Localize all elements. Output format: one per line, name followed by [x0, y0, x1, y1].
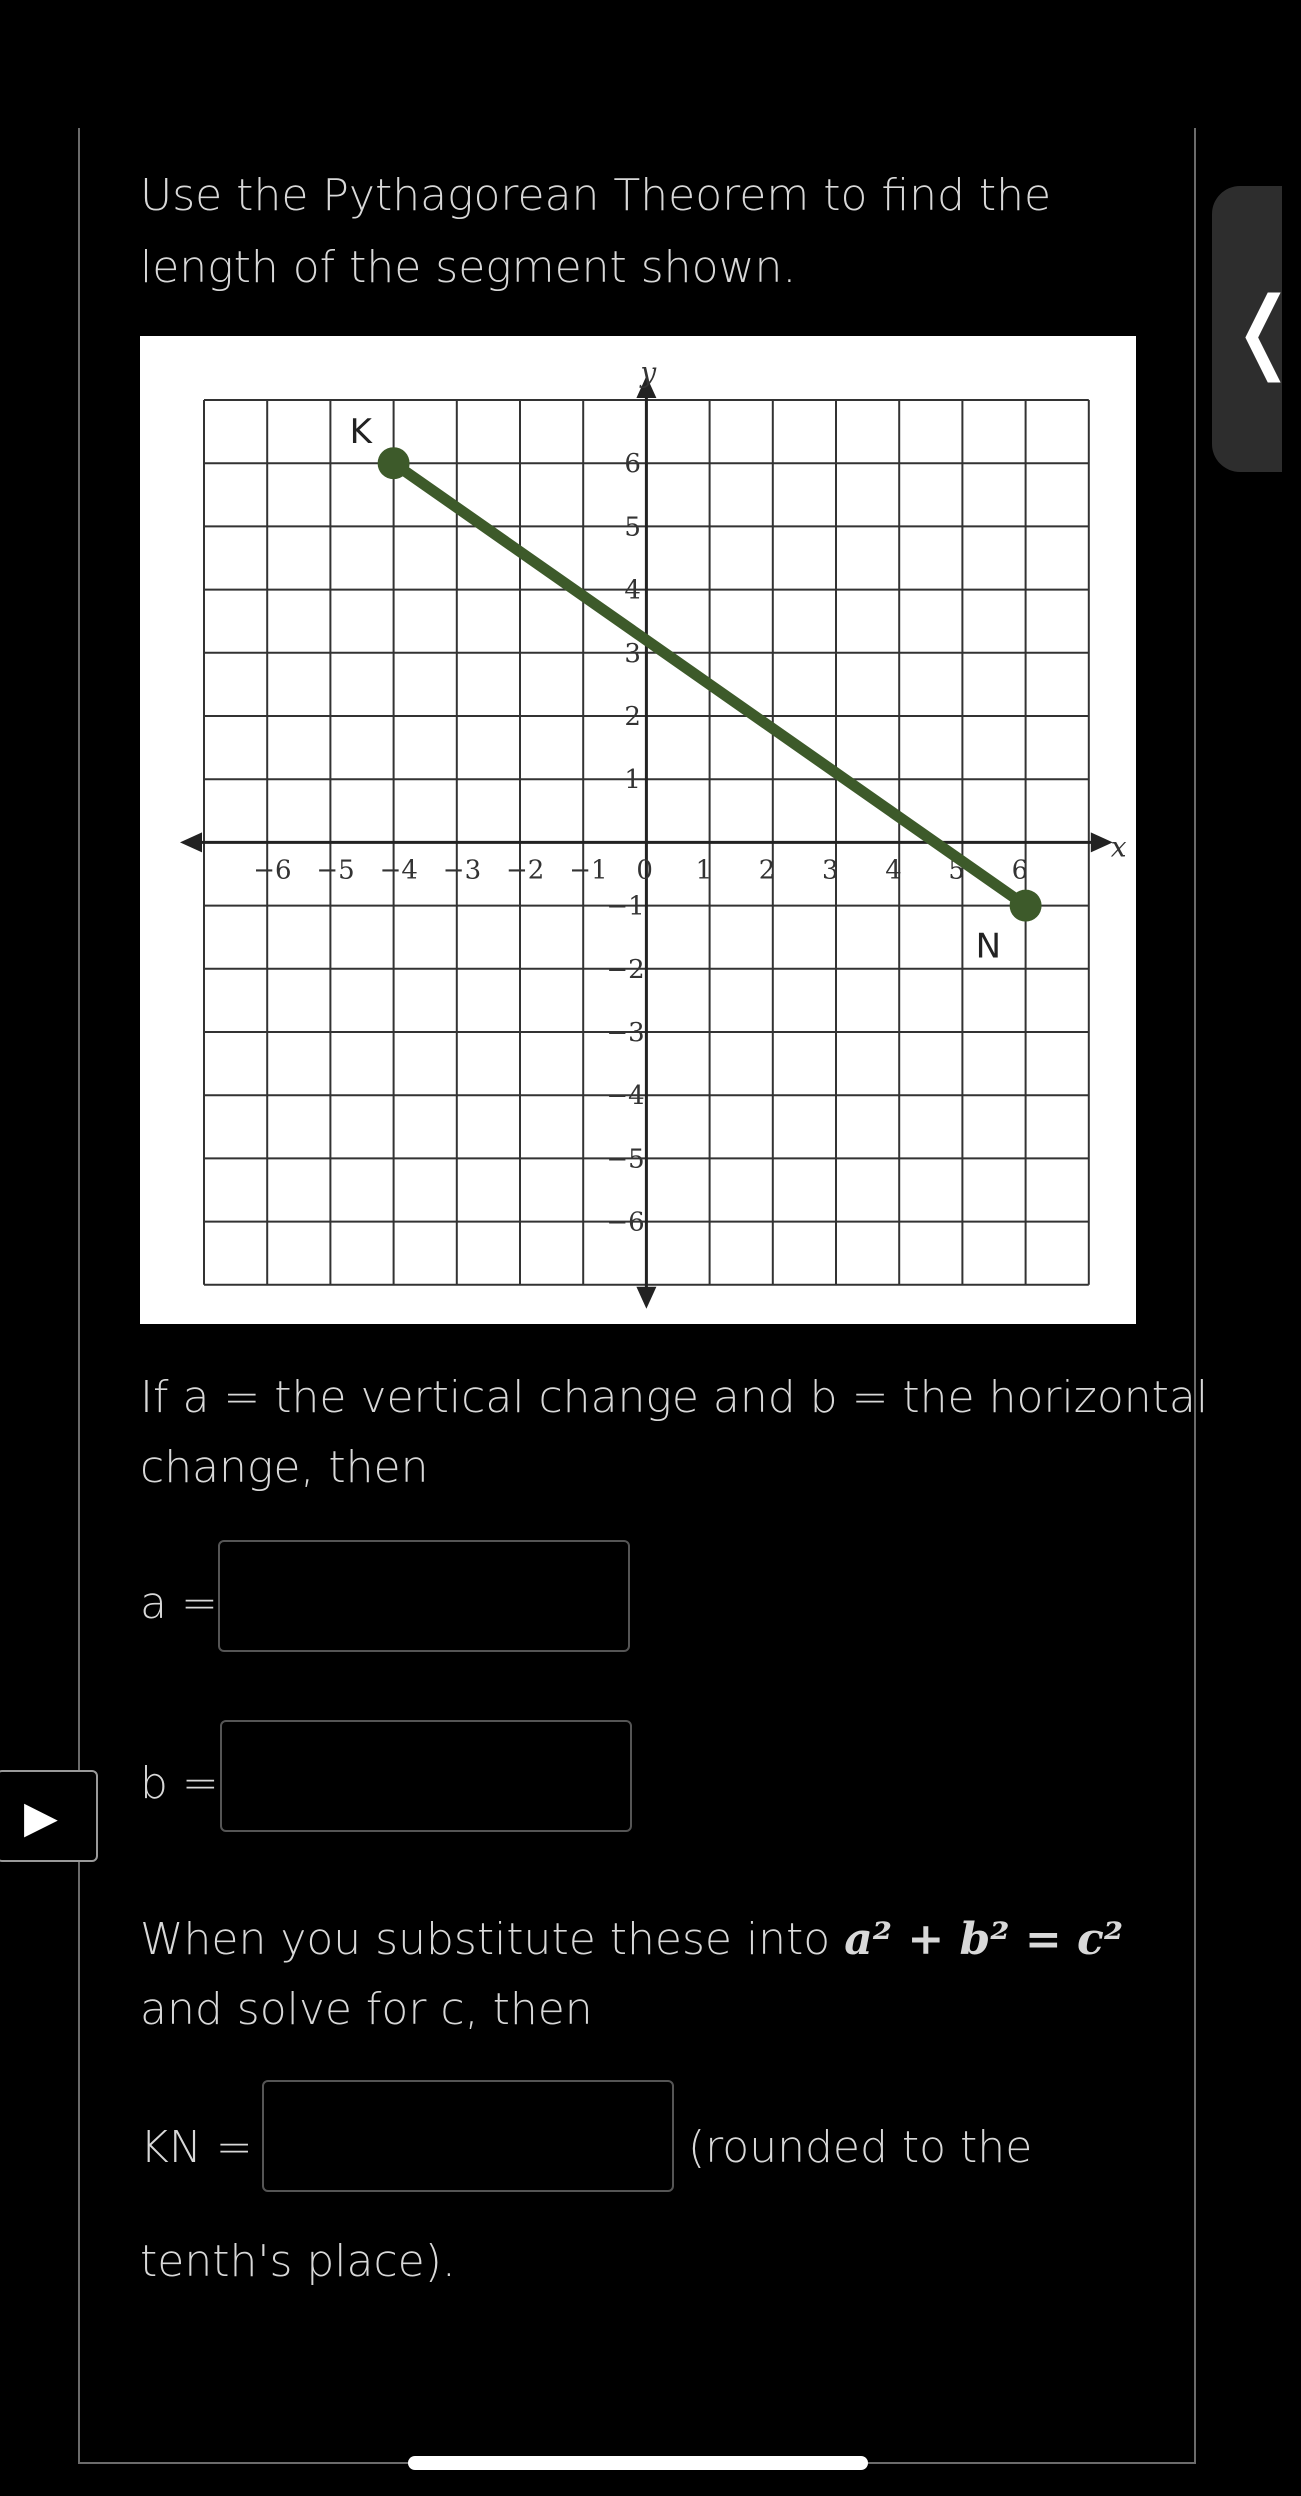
x-tick-label: −3 [442, 855, 482, 886]
point-k [378, 447, 410, 479]
y-tick-label: 5 [624, 512, 641, 543]
x-tick-label: −1 [569, 855, 608, 886]
y-tick-label: 3 [624, 638, 641, 669]
chevron-left-icon: ❬ [1226, 278, 1301, 383]
y-axis-arrow-down [636, 1287, 656, 1309]
home-indicator [408, 2456, 868, 2470]
x-tick-label: 0 [636, 855, 653, 886]
substitute-text: When you substitute these into [140, 1914, 845, 1965]
point-k-label: K [349, 412, 372, 453]
x-tick-label: −5 [316, 855, 355, 886]
substitute-line-2: and solve for c, then [140, 1984, 593, 2035]
instruction-line-2: change, then [140, 1442, 429, 1493]
x-tick-label: 6 [1011, 855, 1029, 886]
x-tick-label: 2 [758, 855, 776, 886]
y-tick-label: −2 [606, 954, 645, 985]
pythagorean-equation: a² + b² = c² [844, 1914, 1124, 1965]
kn-input[interactable] [262, 2080, 674, 2192]
x-tick-label: 5 [948, 855, 965, 886]
y-tick-label: 6 [624, 449, 641, 480]
x-axis-label: x [1110, 830, 1127, 864]
play-icon: ▶ [24, 1792, 58, 1843]
y-tick-label: 2 [624, 702, 641, 732]
y-tick-label: −3 [606, 1018, 645, 1048]
point-n-label: N [975, 926, 1002, 967]
x-axis-arrow-left [180, 832, 202, 852]
y-tick-label: −4 [606, 1081, 645, 1112]
question-line-2: length of the segment shown. [140, 242, 797, 293]
graph-svg [140, 336, 1136, 1324]
x-tick-label: −2 [506, 855, 545, 886]
kn-suffix: (rounded to the [688, 2122, 1033, 2173]
y-tick-label: 1 [624, 765, 641, 796]
y-axis-label: y [640, 356, 657, 389]
side-drawer-tab[interactable] [1212, 186, 1301, 472]
y-tick-label: 4 [624, 575, 641, 606]
coordinate-graph [140, 336, 1136, 1324]
point-n [1010, 890, 1042, 922]
y-tick-label: −5 [606, 1144, 645, 1175]
b-input[interactable] [220, 1720, 632, 1832]
x-tick-label: 3 [822, 855, 839, 886]
b-label: b = [140, 1758, 219, 1809]
x-tick-label: 1 [695, 855, 713, 886]
y-tick-label: −6 [606, 1207, 645, 1238]
x-tick-label: −4 [379, 855, 418, 886]
play-button[interactable] [0, 1770, 98, 1862]
a-label: a = [140, 1578, 218, 1629]
kn-label: KN = [140, 2122, 253, 2173]
substitute-line-1 [140, 1904, 1123, 1976]
y-tick-label: −1 [606, 891, 645, 922]
instruction-line-1: If a = the vertical change and b = the horizontal [140, 1372, 1209, 1423]
question-line-1: Use the Pythagorean Theorem to find the [140, 170, 1052, 221]
a-input[interactable] [218, 1540, 630, 1652]
kn-suffix-2: tenth's place). [140, 2236, 456, 2287]
x-tick-label: 4 [885, 855, 902, 886]
x-axis-arrow-right [1091, 832, 1113, 852]
x-tick-label: −6 [253, 855, 292, 886]
